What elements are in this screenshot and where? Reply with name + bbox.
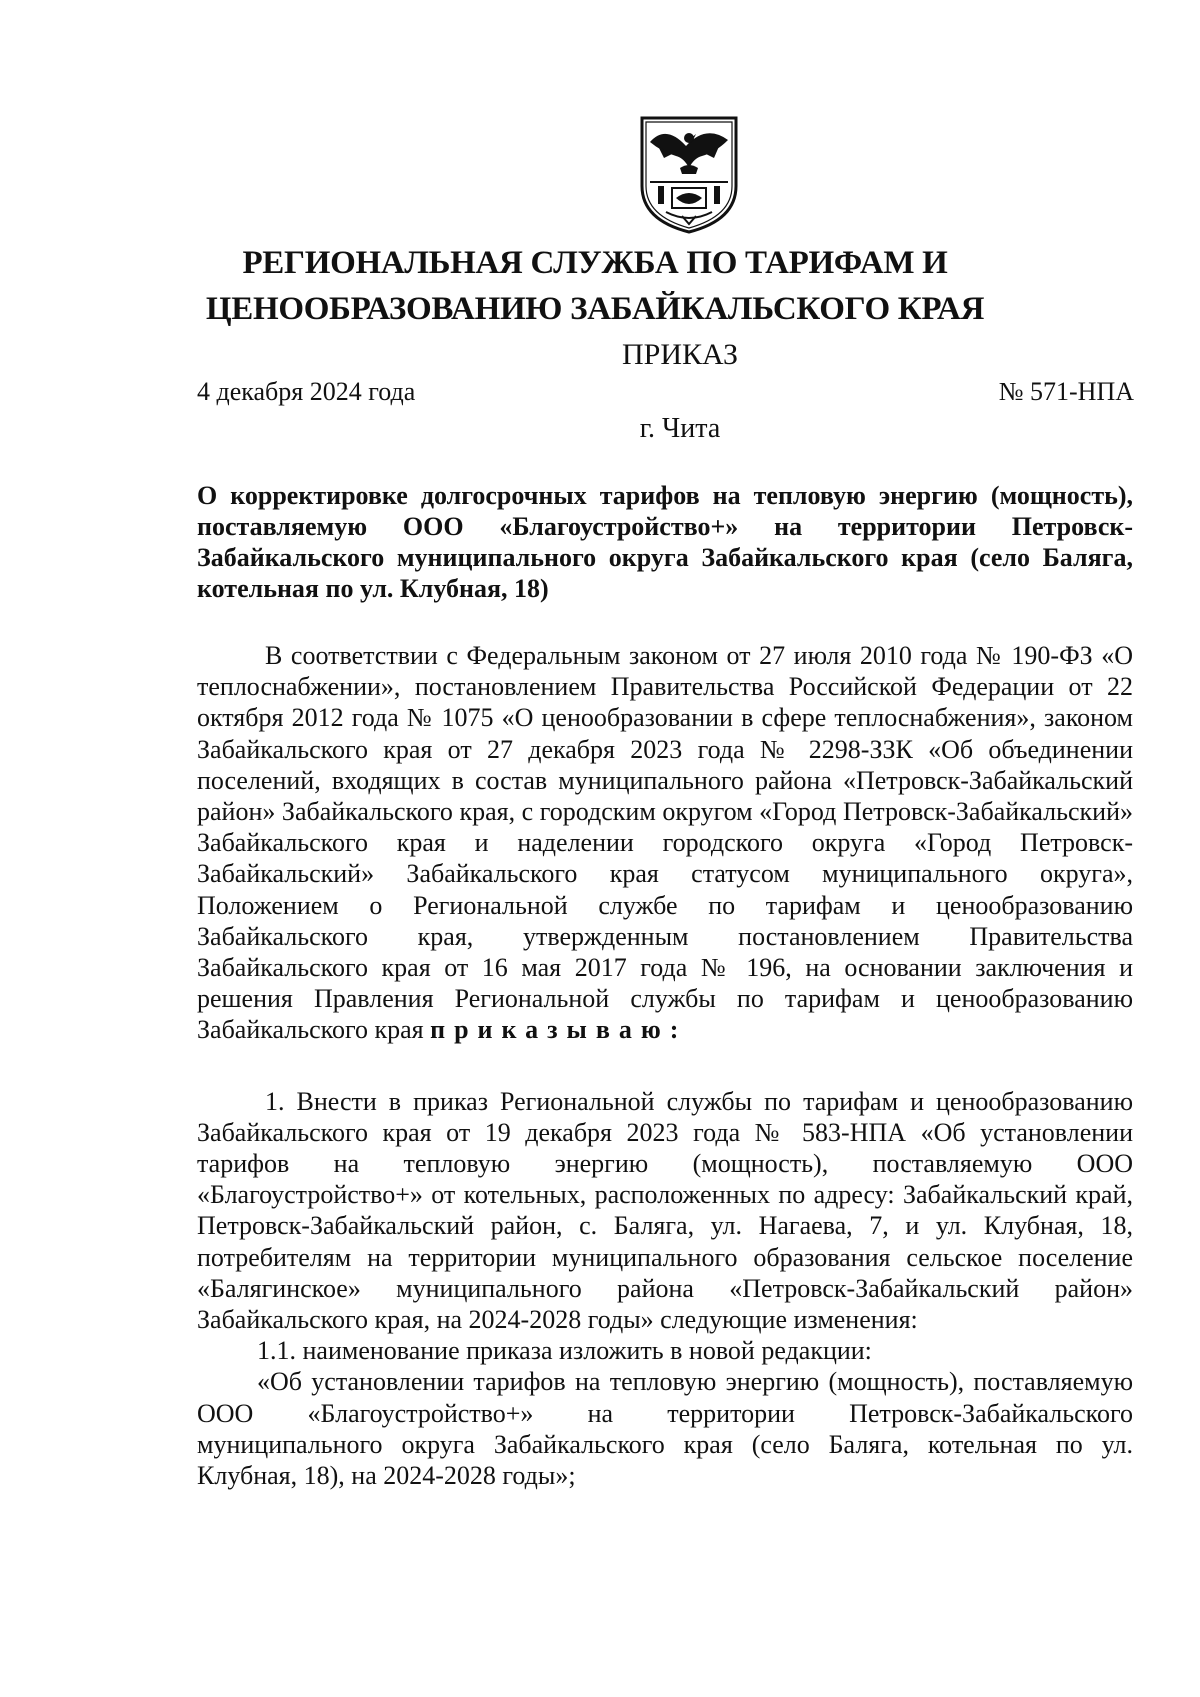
document-body	[197, 640, 1133, 1491]
document-date: 4 декабря 2024 года	[197, 377, 416, 406]
agency-name-line-1: РЕГИОНАЛЬНАЯ СЛУЖБА ПО ТАРИФАМ И	[242, 245, 948, 281]
document-number: № 571-НПА	[998, 377, 1134, 406]
document-city: г. Чита	[639, 413, 721, 444]
order-word: приказываю:	[430, 1015, 688, 1045]
preamble-text: В соответствии с Федеральным законом от 27 июля 2010 года № 190-ФЗ «О теплоснабжении», постановлением Правительства Российской Федерации от 22 октября 2012 года № 1075 «О ценообразовании в сфере теплоснабжения», законом Забайкальского края от 27 декабря 2023 года № 2298-ЗЗК «Об объединении поселений, входящих в состав муниципального района «Петровск-Забайкальский район» Забайкальского края, с городским округом «Город Петровск-Забайкальский» Забайкальского края и наделении городского округа «Город Петровск-Забайкальский» Забайкальского края статусом муниципального округа», Положением о Региональной службе по тарифам и ценообразованию Забайкальского края, утвержденным постановлением Правительства Забайкальского края от 16 мая 2017 года № 196, на основании заключения и решения Правления Региональной службы по тарифам и ценообразованию Забайкальского края	[197, 641, 1133, 1045]
coat-of-arms-icon	[636, 112, 742, 236]
document-type: ПРИКАЗ	[622, 338, 738, 371]
new-title-quote: «Об установлении тарифов на тепловую энергию (мощность), поставляемую ООО «Благоустройство+» на территории Петровск-Забайкальского муниципального округа Забайкальского края (село Баляга, котельная по ул. Клубная, 18), на 2024-2028 годы»;	[197, 1367, 1133, 1491]
agency-name-line-2: ЦЕНООБРАЗОВАНИЮ ЗАБАЙКАЛЬСКОГО КРАЯ	[205, 291, 985, 327]
list-item-1: 1. Внести в приказ Региональной службы по тарифам и ценообразованию Забайкальского края от 19 декабря 2023 года № 583-НПА «Об установлении тарифов на тепловую энергию (мощность), поставляемую ООО «Благоустройство+» от котельных, расположенных по адресу: Забайкальский край, Петровск-Забайкальский район, с. Баляга, ул. Нагаева, 7, и ул. Клубная, 18, потребителям на территории муниципального образования сельское поселение «Балягинское» муниципального района «Петровск-Забайкальский район» Забайкальского края, на 2024-2028 годы» следующие изменения:	[197, 1086, 1133, 1335]
paragraph-gap	[197, 1046, 1133, 1086]
preamble-paragraph	[197, 640, 1133, 1046]
document-subject: О корректировке долгосрочных тарифов на тепловую энергию (мощность), поставляемую ООО «Благоустройство+» на территории Петровск-Забайкальского муниципального округа Забайкальского края (село Баляга, котельная по ул. Клубная, 18)	[197, 481, 1133, 603]
list-item-1-1: 1.1. наименование приказа изложить в новой редакции:	[257, 1336, 872, 1366]
agency-name	[160, 240, 1030, 332]
